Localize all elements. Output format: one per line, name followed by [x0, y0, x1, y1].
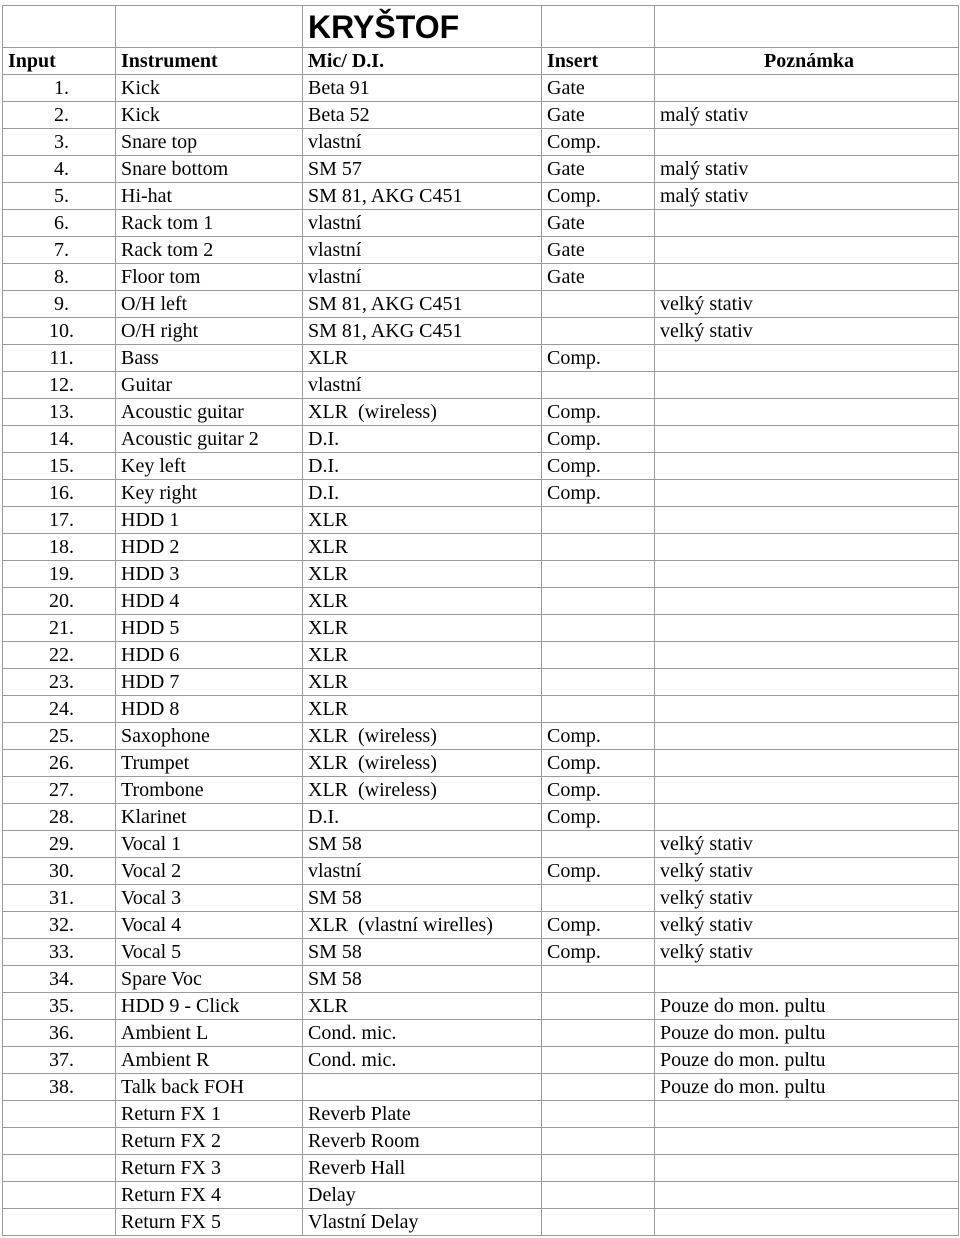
cell-mic: Reverb Plate — [303, 1101, 542, 1128]
cell-insert — [542, 696, 655, 723]
cell-note — [655, 804, 959, 831]
cell-mic: XLR (wireless) — [303, 750, 542, 777]
cell-note — [655, 345, 959, 372]
cell-instrument: Snare top — [116, 129, 303, 156]
cell-input: 16. — [3, 480, 116, 507]
cell-instrument: HDD 3 — [116, 561, 303, 588]
cell-note: velký stativ — [655, 939, 959, 966]
cell-input: 28. — [3, 804, 116, 831]
cell-input: 9. — [3, 291, 116, 318]
cell-input: 38. — [3, 1074, 116, 1101]
cell-input: 27. — [3, 777, 116, 804]
cell-input: 2. — [3, 102, 116, 129]
cell-note — [655, 966, 959, 993]
cell-insert: Gate — [542, 102, 655, 129]
cell-instrument: Floor tom — [116, 264, 303, 291]
cell-input — [3, 1101, 116, 1128]
cell-input: 8. — [3, 264, 116, 291]
cell-instrument: Trumpet — [116, 750, 303, 777]
cell-mic: XLR — [303, 669, 542, 696]
table-row — [3, 1074, 959, 1101]
cell-mic: XLR (vlastní wirelles) — [303, 912, 542, 939]
cell-mic: SM 58 — [303, 885, 542, 912]
title-cell-empty-3 — [542, 6, 655, 48]
cell-note — [655, 642, 959, 669]
table-row — [3, 777, 959, 804]
cell-input: 6. — [3, 210, 116, 237]
cell-instrument: Return FX 4 — [116, 1182, 303, 1209]
cell-instrument: Acoustic guitar 2 — [116, 426, 303, 453]
cell-input: 24. — [3, 696, 116, 723]
table-row — [3, 264, 959, 291]
cell-input: 21. — [3, 615, 116, 642]
cell-mic: D.I. — [303, 426, 542, 453]
cell-mic: vlastní — [303, 237, 542, 264]
cell-input: 1. — [3, 75, 116, 102]
table-row — [3, 588, 959, 615]
title-cell-empty-1 — [3, 6, 116, 48]
cell-insert — [542, 318, 655, 345]
cell-instrument: Ambient R — [116, 1047, 303, 1074]
cell-insert — [542, 561, 655, 588]
table-row — [3, 993, 959, 1020]
table-row — [3, 1155, 959, 1182]
cell-instrument: Spare Voc — [116, 966, 303, 993]
cell-instrument: Vocal 5 — [116, 939, 303, 966]
cell-instrument: Bass — [116, 345, 303, 372]
cell-insert: Gate — [542, 210, 655, 237]
cell-mic: XLR (wireless) — [303, 723, 542, 750]
cell-note — [655, 723, 959, 750]
table-row — [3, 534, 959, 561]
cell-insert — [542, 507, 655, 534]
cell-note — [655, 561, 959, 588]
cell-mic: vlastní — [303, 210, 542, 237]
cell-insert — [542, 1047, 655, 1074]
cell-insert — [542, 615, 655, 642]
table-row — [3, 345, 959, 372]
cell-note — [655, 480, 959, 507]
cell-mic: vlastní — [303, 264, 542, 291]
cell-note — [655, 1155, 959, 1182]
cell-mic: XLR (wireless) — [303, 399, 542, 426]
cell-instrument: Key left — [116, 453, 303, 480]
table-row — [3, 1020, 959, 1047]
cell-insert: Comp. — [542, 723, 655, 750]
cell-note: velký stativ — [655, 318, 959, 345]
table-row — [3, 696, 959, 723]
cell-instrument: Kick — [116, 102, 303, 129]
cell-insert: Comp. — [542, 399, 655, 426]
cell-insert: Gate — [542, 237, 655, 264]
cell-instrument: Vocal 3 — [116, 885, 303, 912]
title-cell-empty-4 — [655, 6, 959, 48]
cell-insert — [542, 669, 655, 696]
cell-input: 35. — [3, 993, 116, 1020]
cell-insert — [542, 993, 655, 1020]
cell-note: Pouze do mon. pultu — [655, 1047, 959, 1074]
title-row — [3, 6, 959, 48]
cell-mic: Beta 52 — [303, 102, 542, 129]
cell-note — [655, 1182, 959, 1209]
cell-mic: XLR — [303, 588, 542, 615]
cell-note — [655, 399, 959, 426]
cell-instrument: HDD 6 — [116, 642, 303, 669]
cell-mic: XLR — [303, 345, 542, 372]
table-row — [3, 885, 959, 912]
cell-mic — [303, 1074, 542, 1101]
cell-insert — [542, 831, 655, 858]
cell-note — [655, 696, 959, 723]
cell-mic: SM 81, AKG C451 — [303, 291, 542, 318]
cell-note — [655, 426, 959, 453]
cell-input: 3. — [3, 129, 116, 156]
cell-insert — [542, 534, 655, 561]
table-row — [3, 75, 959, 102]
cell-note — [655, 588, 959, 615]
cell-instrument: Rack tom 1 — [116, 210, 303, 237]
cell-note: Pouze do mon. pultu — [655, 1020, 959, 1047]
cell-input: 22. — [3, 642, 116, 669]
cell-input: 7. — [3, 237, 116, 264]
cell-instrument: Ambient L — [116, 1020, 303, 1047]
cell-instrument: Snare bottom — [116, 156, 303, 183]
header-row — [3, 48, 959, 75]
table-row — [3, 237, 959, 264]
cell-note: malý stativ — [655, 156, 959, 183]
cell-input: 33. — [3, 939, 116, 966]
cell-instrument: Key right — [116, 480, 303, 507]
cell-insert: Comp. — [542, 453, 655, 480]
cell-instrument: HDD 9 - Click — [116, 993, 303, 1020]
cell-note — [655, 75, 959, 102]
table-row — [3, 615, 959, 642]
cell-input: 19. — [3, 561, 116, 588]
cell-note — [655, 615, 959, 642]
cell-note: velký stativ — [655, 912, 959, 939]
cell-note — [655, 237, 959, 264]
table-row — [3, 102, 959, 129]
cell-insert: Comp. — [542, 345, 655, 372]
table-row — [3, 426, 959, 453]
cell-note — [655, 210, 959, 237]
cell-insert — [542, 1020, 655, 1047]
cell-input: 5. — [3, 183, 116, 210]
cell-insert — [542, 1182, 655, 1209]
header-note: Poznámka — [655, 48, 959, 75]
cell-mic: XLR — [303, 642, 542, 669]
cell-input: 30. — [3, 858, 116, 885]
cell-insert — [542, 372, 655, 399]
cell-mic: D.I. — [303, 480, 542, 507]
cell-note — [655, 507, 959, 534]
cell-note: velký stativ — [655, 858, 959, 885]
cell-input — [3, 1209, 116, 1236]
cell-mic: Beta 91 — [303, 75, 542, 102]
cell-mic: vlastní — [303, 372, 542, 399]
cell-insert — [542, 291, 655, 318]
cell-instrument: O/H right — [116, 318, 303, 345]
cell-mic: XLR — [303, 993, 542, 1020]
cell-instrument: HDD 4 — [116, 588, 303, 615]
title-cell-empty-2 — [116, 6, 303, 48]
cell-input: 29. — [3, 831, 116, 858]
cell-input: 25. — [3, 723, 116, 750]
table-row — [3, 453, 959, 480]
cell-instrument: Hi-hat — [116, 183, 303, 210]
cell-mic: Delay — [303, 1182, 542, 1209]
cell-mic: Vlastní Delay — [303, 1209, 542, 1236]
cell-mic: XLR — [303, 507, 542, 534]
cell-insert: Comp. — [542, 939, 655, 966]
cell-instrument: Acoustic guitar — [116, 399, 303, 426]
cell-insert: Comp. — [542, 777, 655, 804]
cell-instrument: HDD 1 — [116, 507, 303, 534]
cell-insert: Comp. — [542, 804, 655, 831]
cell-insert — [542, 1209, 655, 1236]
cell-input: 17. — [3, 507, 116, 534]
cell-insert: Comp. — [542, 750, 655, 777]
cell-input: 18. — [3, 534, 116, 561]
table-row — [3, 912, 959, 939]
cell-note: Pouze do mon. pultu — [655, 1074, 959, 1101]
cell-instrument: HDD 8 — [116, 696, 303, 723]
input-list-table — [2, 5, 959, 1236]
cell-mic: SM 58 — [303, 939, 542, 966]
cell-input: 23. — [3, 669, 116, 696]
cell-mic: SM 58 — [303, 966, 542, 993]
cell-input: 32. — [3, 912, 116, 939]
cell-insert: Comp. — [542, 480, 655, 507]
cell-note — [655, 129, 959, 156]
cell-insert — [542, 966, 655, 993]
cell-input: 36. — [3, 1020, 116, 1047]
cell-input — [3, 1182, 116, 1209]
cell-instrument: Vocal 1 — [116, 831, 303, 858]
cell-note — [655, 777, 959, 804]
cell-instrument: Kick — [116, 75, 303, 102]
cell-mic: XLR — [303, 615, 542, 642]
cell-insert — [542, 885, 655, 912]
table-row — [3, 291, 959, 318]
table-row — [3, 129, 959, 156]
cell-note — [655, 534, 959, 561]
table-row — [3, 966, 959, 993]
cell-instrument: Return FX 2 — [116, 1128, 303, 1155]
cell-note — [655, 372, 959, 399]
cell-mic: XLR — [303, 534, 542, 561]
table-body — [3, 6, 959, 1236]
cell-note — [655, 264, 959, 291]
cell-input: 14. — [3, 426, 116, 453]
cell-instrument: HDD 5 — [116, 615, 303, 642]
cell-input: 26. — [3, 750, 116, 777]
cell-input: 37. — [3, 1047, 116, 1074]
cell-note — [655, 1209, 959, 1236]
table-row — [3, 669, 959, 696]
cell-insert — [542, 1155, 655, 1182]
cell-insert: Gate — [542, 264, 655, 291]
table-row — [3, 372, 959, 399]
cell-insert — [542, 1074, 655, 1101]
cell-insert — [542, 588, 655, 615]
table-row — [3, 399, 959, 426]
cell-instrument: Klarinet — [116, 804, 303, 831]
table-row — [3, 750, 959, 777]
cell-note: Pouze do mon. pultu — [655, 993, 959, 1020]
table-row — [3, 480, 959, 507]
table-row — [3, 183, 959, 210]
table-row — [3, 1128, 959, 1155]
cell-mic: SM 58 — [303, 831, 542, 858]
cell-mic: XLR — [303, 696, 542, 723]
page-title: KRYŠTOF — [303, 6, 542, 48]
table-row — [3, 318, 959, 345]
cell-instrument: Guitar — [116, 372, 303, 399]
cell-mic: Reverb Room — [303, 1128, 542, 1155]
table-row — [3, 858, 959, 885]
cell-note — [655, 669, 959, 696]
cell-mic: D.I. — [303, 453, 542, 480]
header-mic: Mic/ D.I. — [303, 48, 542, 75]
cell-mic: Cond. mic. — [303, 1020, 542, 1047]
cell-instrument: Talk back FOH — [116, 1074, 303, 1101]
cell-mic: Reverb Hall — [303, 1155, 542, 1182]
cell-note — [655, 1101, 959, 1128]
header-instrument: Instrument — [116, 48, 303, 75]
table-row — [3, 804, 959, 831]
cell-note — [655, 453, 959, 480]
table-row — [3, 156, 959, 183]
cell-instrument: Return FX 1 — [116, 1101, 303, 1128]
cell-mic: XLR — [303, 561, 542, 588]
cell-mic: SM 81, AKG C451 — [303, 318, 542, 345]
cell-mic: Cond. mic. — [303, 1047, 542, 1074]
table-row — [3, 1101, 959, 1128]
cell-note: malý stativ — [655, 183, 959, 210]
cell-input: 31. — [3, 885, 116, 912]
cell-mic: vlastní — [303, 858, 542, 885]
cell-instrument: Rack tom 2 — [116, 237, 303, 264]
cell-insert — [542, 1101, 655, 1128]
cell-note: malý stativ — [655, 102, 959, 129]
cell-mic: D.I. — [303, 804, 542, 831]
cell-insert: Comp. — [542, 858, 655, 885]
cell-input: 13. — [3, 399, 116, 426]
table-row — [3, 939, 959, 966]
cell-input — [3, 1128, 116, 1155]
cell-mic: SM 57 — [303, 156, 542, 183]
header-input: Input — [3, 48, 116, 75]
table-row — [3, 831, 959, 858]
cell-note — [655, 750, 959, 777]
cell-instrument: Vocal 4 — [116, 912, 303, 939]
table-row — [3, 210, 959, 237]
cell-input: 11. — [3, 345, 116, 372]
cell-input: 10. — [3, 318, 116, 345]
table-row — [3, 1182, 959, 1209]
cell-input: 34. — [3, 966, 116, 993]
cell-note: velký stativ — [655, 831, 959, 858]
cell-note — [655, 1128, 959, 1155]
cell-instrument: Return FX 5 — [116, 1209, 303, 1236]
cell-instrument: HDD 2 — [116, 534, 303, 561]
cell-instrument: Trombone — [116, 777, 303, 804]
cell-insert: Comp. — [542, 129, 655, 156]
cell-input: 4. — [3, 156, 116, 183]
cell-insert — [542, 1128, 655, 1155]
table-row — [3, 507, 959, 534]
table-row — [3, 1047, 959, 1074]
header-insert: Insert — [542, 48, 655, 75]
cell-mic: XLR (wireless) — [303, 777, 542, 804]
cell-instrument: Vocal 2 — [116, 858, 303, 885]
cell-insert: Gate — [542, 75, 655, 102]
cell-instrument: Return FX 3 — [116, 1155, 303, 1182]
cell-insert — [542, 642, 655, 669]
cell-insert: Comp. — [542, 426, 655, 453]
cell-mic: vlastní — [303, 129, 542, 156]
cell-input — [3, 1155, 116, 1182]
cell-input: 12. — [3, 372, 116, 399]
table-row — [3, 723, 959, 750]
cell-input: 20. — [3, 588, 116, 615]
cell-insert: Gate — [542, 156, 655, 183]
cell-instrument: HDD 7 — [116, 669, 303, 696]
cell-instrument: Saxophone — [116, 723, 303, 750]
cell-insert: Comp. — [542, 912, 655, 939]
cell-note: velký stativ — [655, 885, 959, 912]
cell-input: 15. — [3, 453, 116, 480]
table-row — [3, 1209, 959, 1236]
cell-insert: Comp. — [542, 183, 655, 210]
cell-mic: SM 81, AKG C451 — [303, 183, 542, 210]
table-row — [3, 561, 959, 588]
table-row — [3, 642, 959, 669]
cell-instrument: O/H left — [116, 291, 303, 318]
cell-note: velký stativ — [655, 291, 959, 318]
